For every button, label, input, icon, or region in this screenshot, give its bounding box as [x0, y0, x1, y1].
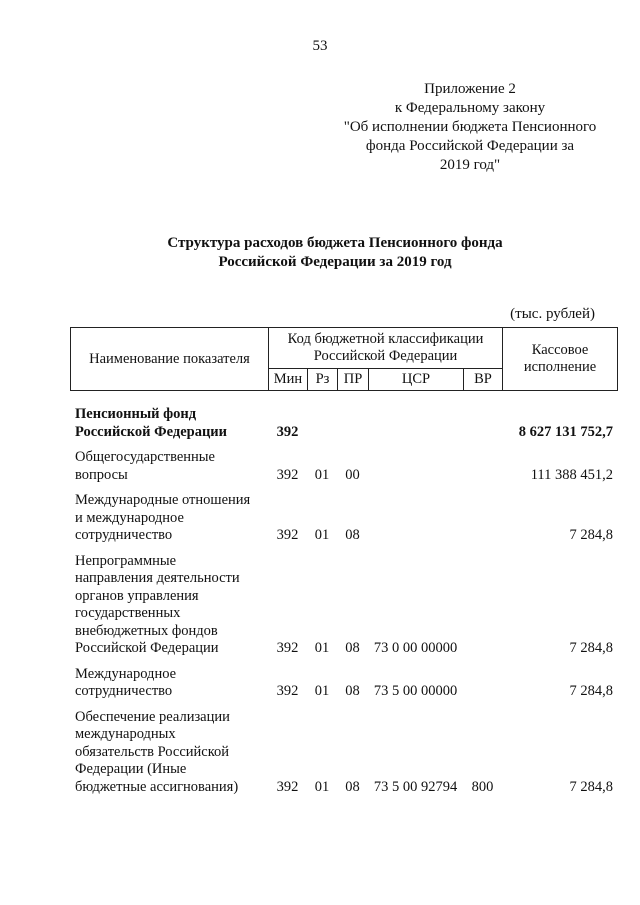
row-amount: 111 388 451,2	[530, 466, 613, 483]
header-exec-line: исполнение	[523, 359, 597, 375]
row-name: Общегосударственные вопросы	[75, 449, 215, 483]
row-pr: 08	[345, 683, 360, 699]
header-pr: ПР	[338, 369, 369, 391]
row-csr: 73 5 00 00000	[373, 683, 458, 699]
header-exec-line: Кассовое	[531, 342, 589, 358]
row-name: Пенсионный фонд Российской Федерации	[75, 406, 228, 440]
row-csr: 73 5 00 92794	[373, 778, 458, 795]
row-pr: 00	[345, 466, 360, 483]
header-code-line: Код бюджетной классификации	[287, 331, 484, 347]
row-min: 392	[276, 683, 299, 699]
row-pr: 08	[345, 778, 360, 795]
row-pr: 08	[345, 640, 360, 656]
document-title	[80, 234, 590, 272]
appendix-note	[320, 80, 620, 175]
appendix-line: "Об исполнении бюджета Пенсионного	[343, 119, 597, 135]
row-amount: 7 284,8	[569, 683, 613, 699]
row-name: Непрограммные направления деятельности органов управления государственных внебюджетных фондов Российской Федерации	[75, 552, 240, 656]
title-line: Российской Федерации за 2019 год	[218, 254, 452, 270]
row-min: 392	[276, 423, 299, 440]
title-line: Структура расходов бюджета Пенсионного фонда	[167, 235, 503, 251]
row-name: Международные отношения и международное сотрудничество	[75, 492, 251, 543]
header-csr: ЦСР	[369, 369, 464, 391]
row-csr	[368, 449, 463, 492]
row-min: 392	[276, 778, 299, 795]
units-label: (тыс. рублей)	[510, 306, 595, 322]
header-name: Наименование показателя	[71, 328, 269, 391]
table-row	[70, 666, 617, 709]
row-pr	[337, 406, 368, 449]
row-name: Международное сотрудничество	[75, 665, 177, 699]
page-number: 53	[312, 38, 328, 54]
header-execution	[503, 328, 618, 391]
row-rz: 01	[314, 640, 330, 656]
row-min: 392	[276, 466, 299, 483]
table-row	[70, 709, 617, 805]
table-row	[70, 553, 617, 666]
row-amount: 8 627 131 752,7	[518, 423, 613, 440]
table-header	[70, 327, 618, 391]
table-body	[70, 406, 617, 804]
row-vr	[463, 406, 502, 449]
header-code-group	[269, 328, 503, 369]
row-amount: 7 284,8	[569, 640, 613, 656]
header-vr: ВР	[464, 369, 503, 391]
appendix-line: к Федеральному закону	[394, 100, 546, 116]
row-rz: 01	[314, 778, 330, 795]
row-csr	[368, 492, 463, 553]
header-min: Мин	[269, 369, 308, 391]
row-vr	[463, 492, 502, 553]
appendix-line: 2019 год"	[439, 157, 501, 173]
row-csr	[368, 406, 463, 449]
table-row	[70, 492, 617, 553]
row-min: 392	[276, 527, 299, 543]
row-amount: 7 284,8	[569, 527, 613, 543]
table-row	[70, 449, 617, 492]
row-rz: 01	[314, 527, 330, 543]
row-pr: 08	[345, 527, 360, 543]
table-row	[70, 406, 617, 449]
row-vr	[463, 666, 502, 709]
row-min: 392	[276, 640, 299, 656]
row-rz: 01	[314, 683, 330, 699]
row-vr	[463, 449, 502, 492]
appendix-line: фонда Российской Федерации за	[365, 138, 575, 154]
header-code-line: Российской Федерации	[313, 348, 458, 364]
row-name: Обеспечение реализации международных обязательств Российской Федерации (Иные бюджетные ассигнования)	[75, 708, 239, 795]
row-csr: 73 0 00 00000	[373, 640, 458, 656]
row-vr	[463, 553, 502, 666]
row-rz: 01	[314, 466, 330, 483]
row-vr: 800	[471, 778, 494, 795]
appendix-line: Приложение 2	[424, 81, 516, 97]
header-rz: Рз	[308, 369, 338, 391]
row-rz	[307, 406, 337, 449]
row-amount: 7 284,8	[569, 778, 613, 795]
